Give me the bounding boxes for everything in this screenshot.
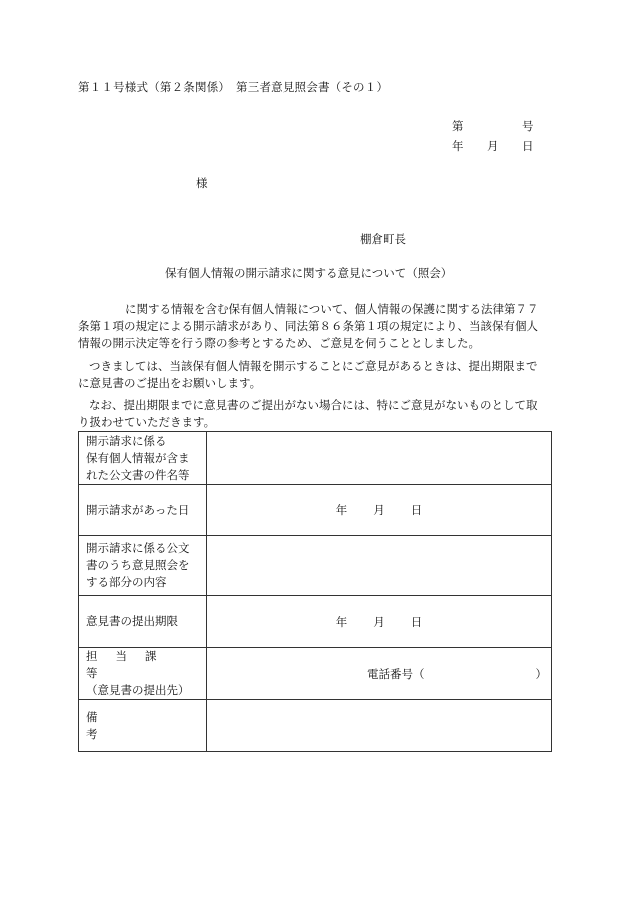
date-day: 日 xyxy=(410,503,423,517)
inquiry-table xyxy=(78,431,552,752)
row-label-responsible-section xyxy=(79,648,207,700)
body-paragraph-3 xyxy=(78,397,554,431)
subject-heading: 保有個人情報の開示請求に関する意見について（照会） xyxy=(165,266,453,280)
issuer-name: 棚倉町長 xyxy=(360,232,406,246)
table-row xyxy=(79,700,552,752)
date-month: 月 xyxy=(373,503,385,517)
addressee-honorific: 様 xyxy=(196,176,208,190)
row-label-submission-deadline: 意見書の提出期限 xyxy=(79,596,207,648)
date-day: 日 xyxy=(410,614,423,629)
reference-number-suffix: 号 xyxy=(522,119,534,133)
form-title: 第１１号様式（第２条関係） 第三者意見照会書（その１） xyxy=(78,80,389,94)
date-year: 年 xyxy=(335,614,348,629)
body-line: り扱わせていただきます。 xyxy=(78,415,216,429)
reference-number-prefix: 第 xyxy=(452,119,464,133)
phone-number-field[interactable] xyxy=(207,648,552,700)
table-row xyxy=(79,596,552,648)
label-line: 担当課等 xyxy=(86,649,175,680)
label-line: 保有個人情報が含ま xyxy=(86,450,190,465)
label-line: 開示請求に係る公文 xyxy=(86,541,190,555)
label-line: 書のうち意見照会を xyxy=(86,558,190,572)
body-line: に関する情報を含む保有個人情報について、個人情報の保護に関する法律第７７ xyxy=(125,302,539,316)
submission-deadline-field[interactable] xyxy=(207,596,552,648)
request-date-field[interactable] xyxy=(207,485,552,536)
reference-date-year: 年 xyxy=(452,139,464,153)
body-line: に意見書のご提出をお願いします。 xyxy=(78,376,262,390)
label-line-justified xyxy=(86,433,190,450)
reference-date-day: 日 xyxy=(522,139,534,153)
inquiry-content-field[interactable] xyxy=(207,536,552,596)
label-line: 開示請求に係る xyxy=(86,433,167,448)
body-line: つきましては、当該保有個人情報を開示することにご意見があるときは、提出期限まで xyxy=(89,359,538,373)
reference-date-month: 月 xyxy=(487,139,499,153)
body-line: なお、提出期限までに意見書のご提出がない場合には、特にご意見がないものとして取 xyxy=(89,398,538,412)
document-title-field[interactable] xyxy=(207,432,552,485)
row-label-document-title xyxy=(79,432,207,485)
table-row xyxy=(79,432,552,485)
label-line: れた公文書の件名等 xyxy=(86,467,190,482)
body-paragraph-2 xyxy=(78,358,554,392)
body-line: 情報の開示決定等を行う際の参考とするため、ご意見を伺うこととしました。 xyxy=(78,336,481,350)
table-row xyxy=(79,536,552,596)
date-year: 年 xyxy=(335,503,348,517)
row-label-inquiry-content xyxy=(79,536,207,596)
remarks-field[interactable] xyxy=(207,700,552,752)
date-month: 月 xyxy=(373,614,385,629)
row-label-remarks xyxy=(79,700,207,752)
table-row xyxy=(79,485,552,536)
label-line: （意見書の提出先） xyxy=(86,683,190,697)
phone-close-paren: ） xyxy=(535,666,547,681)
body-line: 条第１項の規定による開示請求があり、同法第８６条第１項の規定により、当該保有個人 xyxy=(78,319,538,333)
body-paragraph-1 xyxy=(78,301,554,352)
row-label-request-date: 開示請求があった日 xyxy=(79,485,207,536)
label-line: する部分の内容 xyxy=(86,575,167,589)
phone-label: 電話番号（ xyxy=(367,666,425,681)
label-line: 備考 xyxy=(86,709,182,741)
table-row xyxy=(79,648,552,700)
